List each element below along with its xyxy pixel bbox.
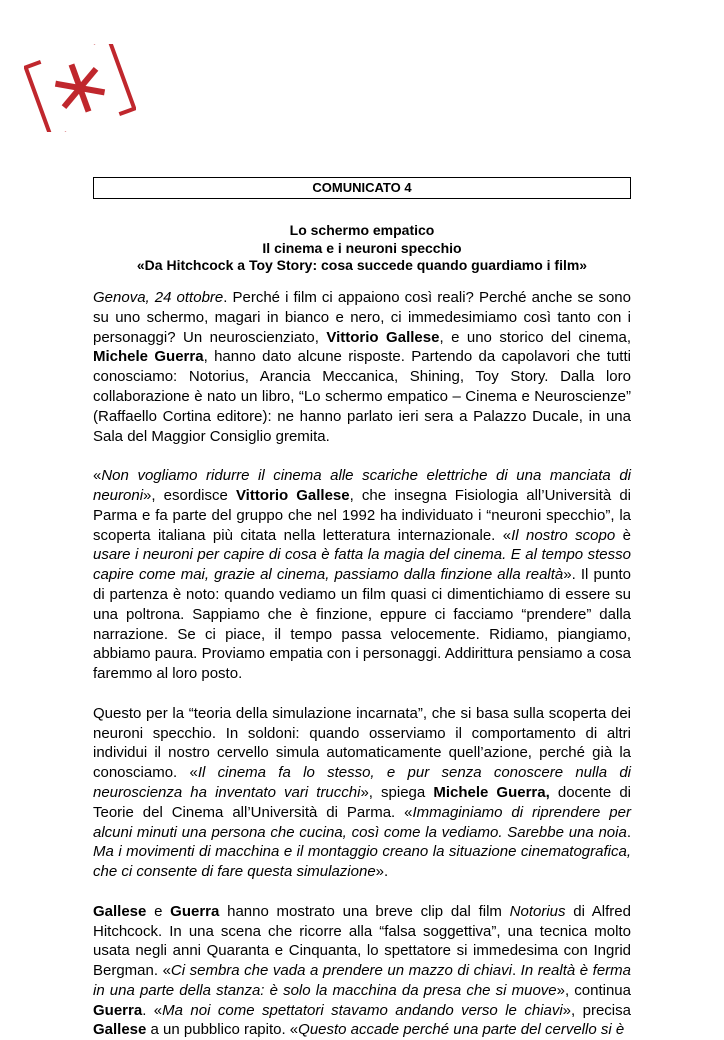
text-run: , e uno storico del cinema, <box>439 328 632 346</box>
dateline: Genova, 24 ottobre <box>93 289 224 306</box>
text-run: . « <box>142 1001 163 1019</box>
text-run: a un pubblico rapito. « <box>146 1021 299 1039</box>
person-name: Gallese <box>93 902 147 920</box>
quote: In realtà è ferma in una parte della stanza: è solo la macchina da presa che si muove <box>93 962 632 999</box>
quote: Questo accade perché una parte del cervello si è <box>298 1021 625 1039</box>
film-title: Notorius <box>509 902 566 920</box>
quote: Ci sembra che vada a prendere un mazzo di chiavi <box>170 962 512 980</box>
text-run: ». <box>375 863 389 881</box>
quote: Il cinema fa lo stesso, e pur senza conoscere nulla di neuroscienza ha inventato vari trucchi <box>93 764 632 801</box>
text-run: , hanno dato alcune risposte. Partendo da capolavori che tutti conosciamo: Notorius, Arancia Meccanica, Shining, Toy Story. Dalla loro collaborazione è nato un libro, “Lo schermo empatico – Cinema e Neuroscienze” (Raffaello Cortina editore): ne hanno parlato ieri sera a Palazzo Ducale, in una Sala del Maggior Consiglio gremita. <box>93 348 631 445</box>
title-line-3: «Da Hitchcock a Toy Story: cosa succede quando guardiamo i film» <box>136 257 588 273</box>
paragraph-2 <box>93 466 631 684</box>
paragraph-1 <box>93 288 631 446</box>
title-line-1: Lo schermo empatico <box>289 222 435 238</box>
title-line-2: Il cinema e i neuroni specchio <box>262 239 462 256</box>
quote: Il nostro scopo <box>511 526 616 544</box>
quote: Immaginiamo di riprendere per alcuni minuti una persona che cucina, così come la vediamo. Sarebbe una noia <box>93 803 631 841</box>
text-run: e <box>146 902 171 920</box>
text-run: , che insegna Fisiologia all’Università di Parma e fa parte del gruppo che nel 1992 ha individuato i “neuroni specchio”, la scoperta italiana più citata nella letteratura internazionale. « <box>93 486 632 544</box>
text-run: ». Il punto di partenza è noto: quando vediamo un film quasi ci dimentichiamo di essere su una poltrona. Sappiamo che è finzione, eppure ci facciamo “prendere” dalla narrazione. Se ci piace, il tempo passa velocemente. Ridiamo, piangiamo, abbiamo paura. Proviamo empatia con i personaggi. Addirittura pensiamo a cosa faremmo al loro posto. <box>93 566 631 683</box>
brand-logo <box>24 44 136 132</box>
person-name: Guerra <box>170 902 220 920</box>
text-run: « <box>93 467 102 485</box>
person-name: Vittorio Gallese <box>326 328 440 346</box>
quote: Ma noi come spettatori stavamo andando verso le chiavi <box>162 1001 563 1019</box>
person-name: Guerra <box>93 1001 143 1019</box>
person-name: Michele Guerra, <box>433 783 550 801</box>
quote: Ma i movimenti di macchina e il montaggio creano la situazione cinematografica, che ci consente di fare questa simulazione <box>93 843 631 881</box>
article-body <box>93 288 631 1040</box>
text-run: è <box>615 526 631 544</box>
paragraph-3 <box>93 704 631 882</box>
text-run: . Perché i film ci appaiono così reali? Perché anche se sono su uno schermo, magari in bianco e nero, ci immedesimiamo così tanto con i personaggi? Un neuroscienziato, <box>93 289 631 346</box>
text-run: . <box>511 962 521 980</box>
paragraph-4 <box>93 902 631 1040</box>
person-name: Gallese <box>93 1021 147 1039</box>
text-run: », spiega <box>360 783 434 801</box>
quote: usare i neuroni per capire di cosa è fatta la magia del cinema. E al tempo stesso capire come mai, grazie al cinema, passiamo dalla finzione alla realtà <box>93 546 631 584</box>
title-block <box>93 222 631 275</box>
text-run: . <box>626 823 631 841</box>
text-run: Questo per la “teoria della simulazione incarnata”, che si basa sulla scoperta dei neuroni specchio. In soldoni: quando osserviamo il comportamento di altri individui il nostro cervello simula automaticamente quell’azione, perché già la conosciamo. « <box>93 704 631 782</box>
text-run: », continua <box>556 981 631 999</box>
communique-header: COMUNICATO 4 <box>93 177 631 199</box>
text-run: di Alfred Hitchcock. In una scena che ricorre alla “falsa soggettiva”, una tecnica molto usata negli anni Quaranta e Cinquanta, lo spettatore si immedesima con Ingrid Bergman. « <box>93 902 631 980</box>
text-run: », esordisce <box>143 486 236 504</box>
text-run: », precisa <box>562 1001 631 1019</box>
text-run: hanno mostrato una breve clip dal film <box>219 902 510 920</box>
person-name: Vittorio Gallese <box>235 486 350 504</box>
quote: Non vogliamo ridurre il cinema alle scariche elettriche di una manciata di neuroni <box>93 467 631 504</box>
person-name: Michele Guerra <box>93 348 204 366</box>
text-run: docente di Teorie del Cinema all’Università di Parma. « <box>93 783 632 821</box>
